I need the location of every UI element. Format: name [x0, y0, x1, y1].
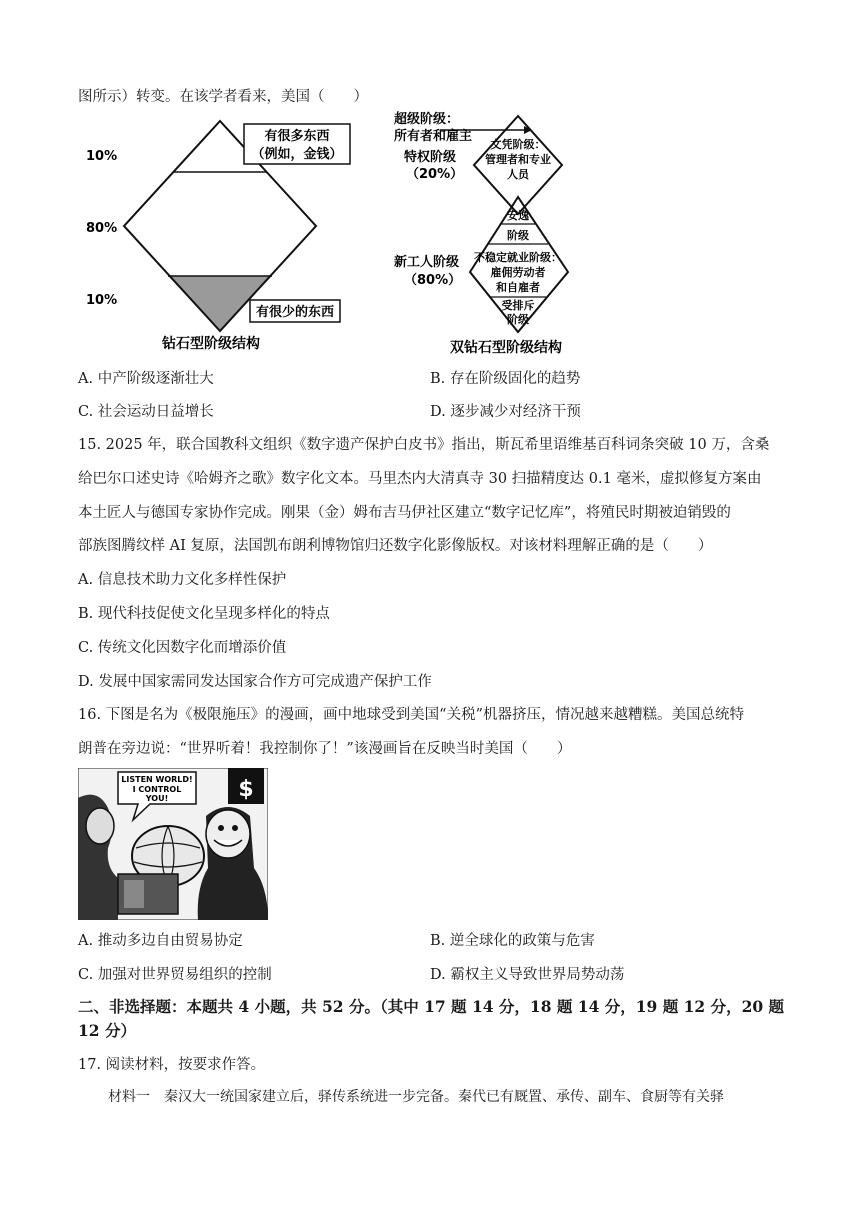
q16-option-a[interactable]: A. 推动多边自由贸易协定: [78, 933, 243, 949]
credential-class-line3: 人员: [507, 168, 529, 181]
bubble-text-line2: I CONTROL: [132, 785, 182, 794]
pct-mid-label: 80%: [86, 221, 118, 236]
q15-stem-line1: 15. 2025 年，联合国教科文组织《数字遗产保护白皮书》指出，斯瓦希里语维基百科词条突破 10 万，含桑: [78, 437, 770, 453]
new-working-class-line1: 新工人阶级: [394, 255, 460, 270]
q15-option-d[interactable]: D. 发展中国家需同发达国家合作方可完成遗产保护工作: [78, 674, 432, 690]
super-class-line1: 超级阶级：: [394, 112, 460, 127]
double-diamond-class-figure: [390, 110, 620, 355]
q17-material1-text: 材料一 秦汉大一统国家建立后，驿传系统进一步完备。秦代已有厩置、承传、副车、食厨等有关驿: [108, 1089, 724, 1105]
super-class-line2: 所有者和雇主: [394, 129, 473, 144]
credential-class-line2: 管理者和专业: [485, 153, 551, 166]
q14-stem-tail: 图所示）转变。在该学者看来，美国（ ）: [78, 89, 368, 105]
q14-option-a[interactable]: A. 中产阶级逐渐壮大: [78, 371, 214, 387]
pct-bot-label: 10%: [86, 293, 118, 308]
q14-option-c[interactable]: C. 社会运动日益增长: [78, 404, 214, 420]
q16-stem-line1: 16. 下图是名为《极限施压》的漫画，画中地球受到美国“关税”机器挤压，情况越来越糟糕。美国总统特: [78, 707, 744, 723]
q16-stem-line2: 朗普在旁边说：“世界听着！我控制你了！”该漫画旨在反映当时美国（ ）: [78, 741, 572, 757]
right-figure-caption: 双钻石型阶级结构: [450, 340, 562, 356]
uncle-sam-face: [206, 810, 250, 858]
bubble-text-line1: LISTEN WORLD!: [121, 775, 193, 784]
precariat-line2: 雇佣劳动者: [490, 266, 546, 279]
comfort-class-line2: 阶级: [507, 229, 529, 242]
diamond-class-figure: [78, 114, 378, 354]
q15-option-c[interactable]: C. 传统文化因数字化而增添价值: [78, 640, 287, 656]
pressure-cartoon-image: [78, 768, 268, 920]
q15-stem-line3: 本土匠人与德国专家协作完成。刚果（金）姆布吉马伊社区建立“数字记忆库”，将殖民时期被迫销毁的: [78, 505, 731, 521]
credential-class-line1: 文凭阶级：: [490, 138, 546, 151]
dollar-sign: $: [238, 777, 254, 802]
bubble-text-line3: YOU!: [145, 794, 169, 803]
q16-option-b[interactable]: B. 逆全球化的政策与危害: [430, 933, 595, 949]
q14-option-b[interactable]: B. 存在阶级固化的趋势: [430, 371, 581, 387]
q15-option-a[interactable]: A. 信息技术助力文化多样性保护: [78, 572, 287, 588]
new-working-class-line2: （80%）: [404, 273, 462, 288]
trump-face: [86, 808, 114, 844]
top-note-line2: （例如，金钱）: [251, 147, 343, 162]
section2-heading-line2: 12 分）: [78, 1021, 136, 1040]
q17-instruction: 17. 阅读材料，按要求作答。: [78, 1057, 266, 1073]
q15-option-b[interactable]: B. 现代科技促使文化呈现多样化的特点: [78, 606, 330, 622]
privileged-class-line2: （20%）: [406, 167, 464, 182]
privileged-class-line1: 特权阶级: [404, 150, 457, 165]
q16-option-c[interactable]: C. 加强对世界贸易组织的控制: [78, 967, 272, 983]
q14-option-d[interactable]: D. 逐步减少对经济干预: [430, 404, 581, 420]
q15-stem-line4: 部族图腾纹样 AI 复原，法国凯布朗利博物馆归还数字化影像版权。对该材料理解正确的是（ ）: [78, 538, 713, 554]
section2-heading-line1: 二、非选择题：本题共 4 小题，共 52 分。（其中 17 题 14 分，18 题 14 分，19 题 12 分，20 题: [78, 997, 785, 1016]
comfort-class-line1: 安逸: [507, 209, 529, 222]
precariat-line1: 不稳定就业阶级：: [474, 251, 562, 264]
q15-stem-line2: 给巴尔口述史诗《哈姆齐之歌》数字化文本。马里杰内大清真寺 30 扫描精度达 0.1 毫米，虚拟修复方案由: [78, 471, 762, 487]
pct-top-label: 10%: [86, 149, 118, 164]
left-figure-caption: 钻石型阶级结构: [162, 336, 260, 352]
excluded-class-line2: 阶级: [507, 313, 529, 326]
bottom-note-text: 有很少的东西: [255, 305, 335, 320]
top-note-line1: 有很多东西: [264, 129, 330, 144]
precariat-line3: 和自雇者: [496, 281, 540, 294]
q16-option-d[interactable]: D. 霸权主义导致世界局势动荡: [430, 967, 625, 983]
excluded-class-line1: 受排斥: [501, 299, 535, 312]
